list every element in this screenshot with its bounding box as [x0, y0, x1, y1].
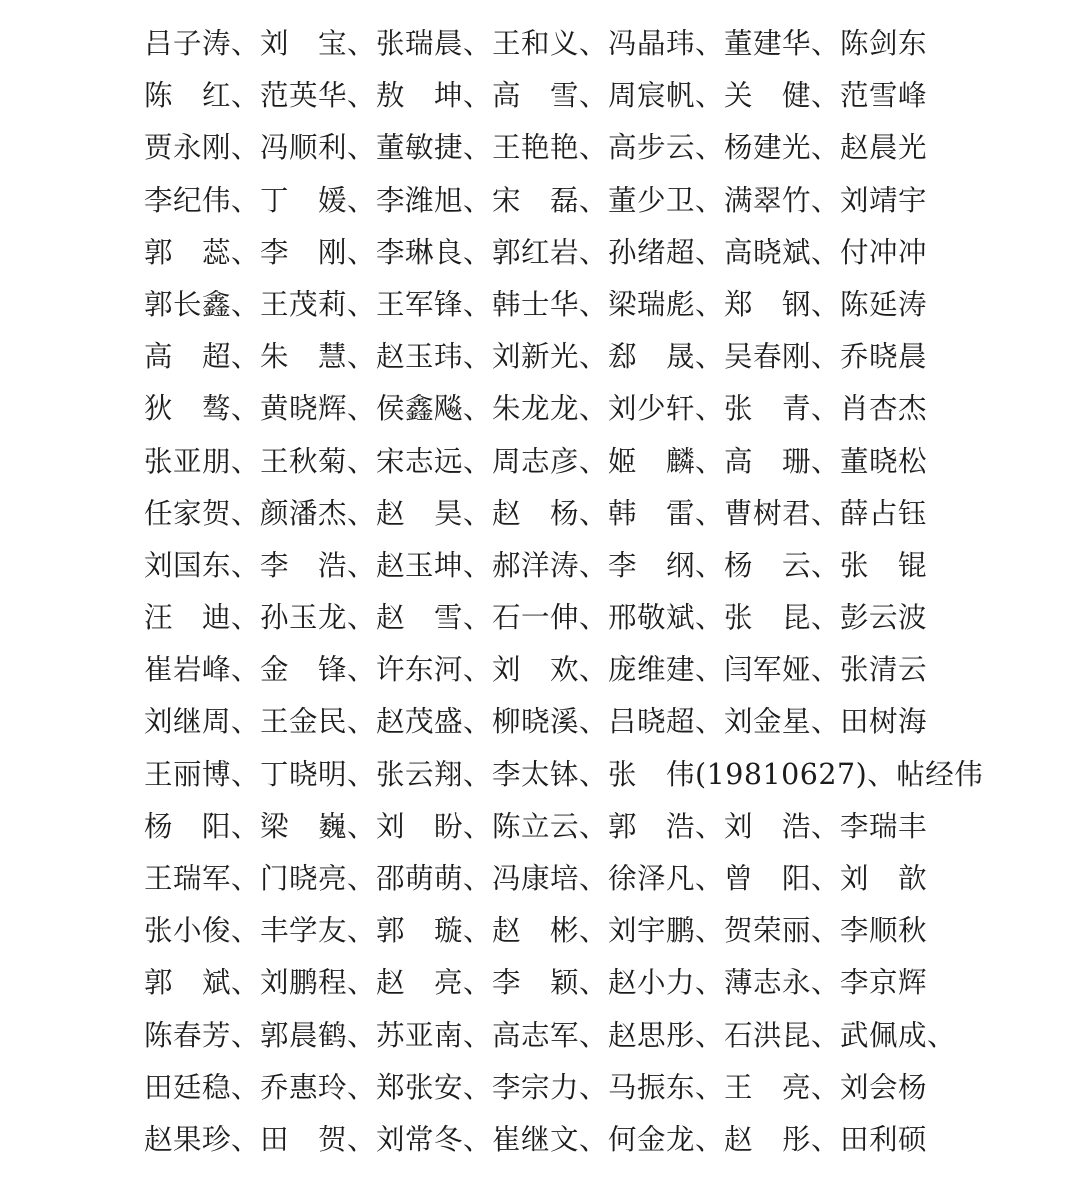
name-line-21: 田廷稳、乔惠玲、郑张安、李宗力、马振东、王 亮、刘会杨	[144, 1070, 928, 1104]
name-line-15: 王丽博、丁晓明、张云翔、李太钵、张 伟(19810627)、帖经伟	[144, 757, 984, 791]
name-line-14: 刘继周、王金民、赵茂盛、柳晓溪、吕晓超、刘金星、田树海	[144, 705, 928, 739]
name-line-11: 刘国东、李 浩、赵玉坤、郝洋涛、李 纲、杨 云、张 锟	[144, 548, 928, 582]
name-line-19: 郭 斌、刘鹏程、赵 亮、李 颖、赵小力、薄志永、李京辉	[144, 966, 928, 1000]
name-line-3: 贾永刚、冯顺利、董敏捷、王艳艳、高步云、杨建光、赵晨光	[144, 131, 928, 165]
name-line-6: 郭长鑫、王茂莉、王军锋、韩士华、梁瑞彪、郑 钢、陈延涛	[144, 287, 928, 321]
name-line-5: 郭 蕊、李 刚、李琳良、郭红岩、孙绪超、高晓斌、付冲冲	[144, 235, 928, 269]
name-line-7: 高 超、朱 慧、赵玉玮、刘新光、郄 晟、吴春刚、乔晓晨	[144, 340, 928, 374]
name-line-12: 汪 迪、孙玉龙、赵 雪、石一伸、邢敬斌、张 昆、彭云波	[144, 601, 928, 635]
name-list	[144, 18, 984, 1166]
name-line-16: 杨 阳、梁 巍、刘 盼、陈立云、郭 浩、刘 浩、李瑞丰	[144, 809, 928, 843]
name-line-9: 张亚朋、王秋菊、宋志远、周志彦、姬 麟、高 珊、董晓松	[144, 444, 928, 478]
name-line-18: 张小俊、丰学友、郭 璇、赵 彬、刘宇鹏、贺荣丽、李顺秋	[144, 914, 928, 948]
name-line-13: 崔岩峰、金 锋、许东河、刘 欢、庞维建、闫军娅、张清云	[144, 653, 928, 687]
name-line-22: 赵果珍、田 贺、刘常冬、崔继文、何金龙、赵 彤、田利硕	[144, 1122, 928, 1156]
name-line-20: 陈春芳、郭晨鹤、苏亚南、高志军、赵思彤、石洪昆、武佩成、	[144, 1018, 957, 1052]
name-line-10: 任家贺、颜潘杰、赵 昊、赵 杨、韩 雷、曹树君、薛占钰	[144, 496, 928, 530]
name-line-1: 吕子涛、刘 宝、张瑞晨、王和义、冯晶玮、董建华、陈剑东	[144, 27, 928, 60]
name-line-2: 陈 红、范英华、敖 坤、高 雪、周宸帆、关 健、范雪峰	[144, 79, 928, 113]
name-line-17: 王瑞军、门晓亮、邵萌萌、冯康培、徐泽凡、曾 阳、刘 歆	[144, 862, 928, 895]
name-line-8: 狄 骜、黄晓辉、侯鑫飚、朱龙龙、刘少轩、张 青、肖杏杰	[144, 392, 928, 426]
name-line-4: 李纪伟、丁 媛、李潍旭、宋 磊、董少卫、满翠竹、刘靖宇	[144, 183, 928, 217]
